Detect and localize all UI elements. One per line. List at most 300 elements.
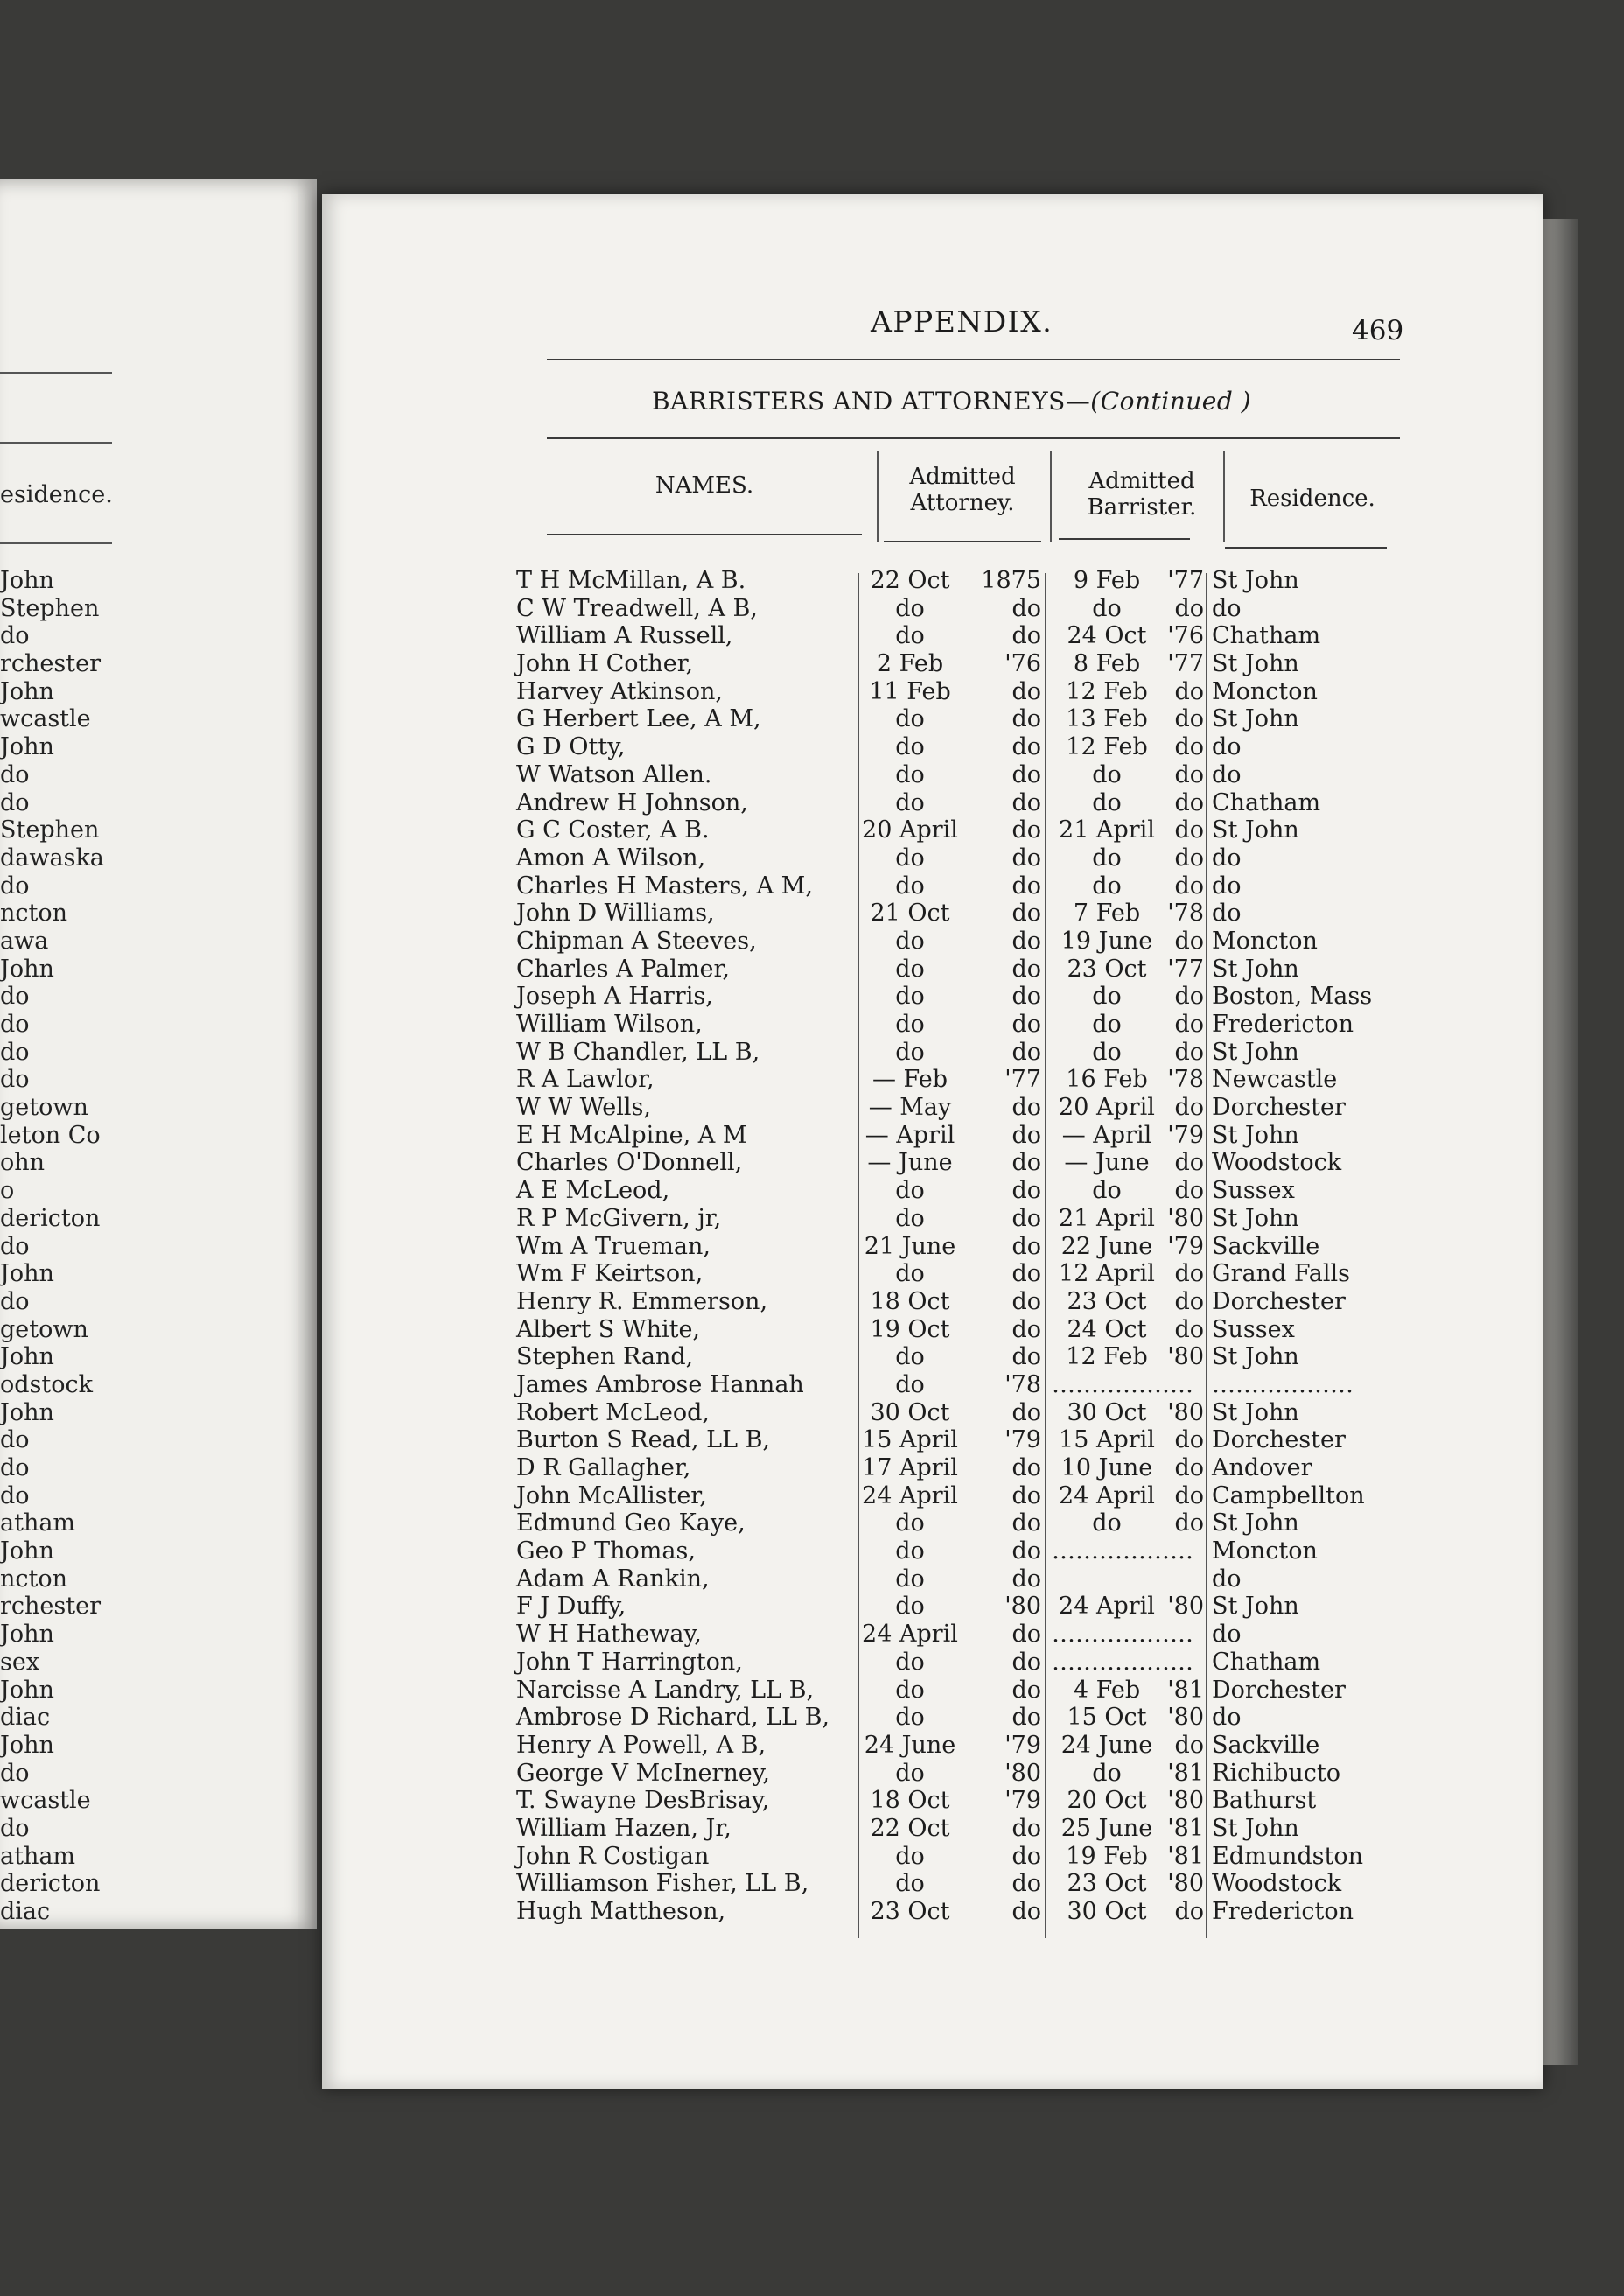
residence: Grand Falls	[1212, 1260, 1350, 1288]
left-page-fragment-line: diac	[0, 1898, 51, 1925]
left-page-fragment-line: do	[0, 788, 30, 816]
admitted-attorney-year: do	[1012, 760, 1041, 788]
entry-name: Williamson Fisher, LL B,	[516, 1870, 809, 1898]
table-row	[0, 1316, 1624, 1344]
admitted-attorney-year: do	[1012, 1177, 1041, 1205]
admitted-attorney-date: 15 April	[862, 1426, 958, 1454]
admitted-attorney-date: do	[895, 1704, 925, 1732]
admitted-attorney-date: do	[895, 733, 925, 761]
left-page-fragment-line: John	[0, 1676, 54, 1704]
residence: Woodstock	[1212, 1149, 1342, 1177]
admitted-barrister-year: '81	[1167, 1759, 1204, 1787]
admitted-attorney-year: do	[1012, 1648, 1041, 1676]
admitted-attorney-date: do	[895, 955, 925, 983]
entry-name: William Hazen, Jr,	[516, 1814, 732, 1842]
residence: Chatham	[1212, 1648, 1321, 1676]
residence: Edmundston	[1212, 1842, 1364, 1870]
table-row	[0, 1066, 1624, 1094]
table-row	[0, 1177, 1624, 1205]
residence: Moncton	[1212, 927, 1318, 955]
residence: St John	[1212, 1204, 1299, 1232]
admitted-attorney-date: 18 Oct	[870, 1787, 950, 1815]
table-row	[0, 844, 1624, 872]
admitted-barrister-date: do	[1092, 788, 1122, 816]
column-divider	[1223, 451, 1225, 542]
admitted-attorney-year: do	[1012, 677, 1041, 705]
column-header-names	[612, 472, 796, 499]
admitted-barrister-date: 23 Oct	[1067, 1287, 1147, 1315]
residence: Andover	[1212, 1454, 1312, 1481]
table-row	[0, 900, 1624, 928]
entry-name: James Ambrose Hannah	[516, 1370, 804, 1398]
admitted-barrister-year: '78	[1167, 900, 1204, 928]
admitted-attorney-date: do	[895, 872, 925, 900]
entry-name: F J Duffy,	[516, 1592, 626, 1620]
admitted-barrister-date: 12 Feb	[1066, 1343, 1148, 1371]
admitted-attorney-date: do	[895, 788, 925, 816]
table-row	[0, 1509, 1624, 1537]
admitted-attorney-date: do	[895, 1260, 925, 1288]
admitted-attorney-date: do	[895, 1509, 925, 1537]
admitted-barrister-year: '79	[1167, 1121, 1204, 1149]
admitted-barrister-year: '78	[1167, 1066, 1204, 1094]
residence: Boston, Mass	[1212, 983, 1373, 1011]
entry-name: Chipman A Steeves,	[516, 927, 757, 955]
admitted-attorney-year: '80	[1004, 1759, 1041, 1787]
left-page-fragment-line: John	[0, 733, 54, 761]
admitted-barrister-date: 15 Oct	[1067, 1704, 1147, 1732]
admitted-barrister-date: 7 Feb	[1073, 900, 1141, 928]
entry-name: G D Otty,	[516, 733, 626, 761]
table-row	[0, 678, 1624, 706]
left-page-fragment-line: ohn	[0, 1149, 46, 1177]
admitted-attorney-date: — June	[867, 1149, 953, 1177]
entry-name: D R Gallagher,	[516, 1454, 691, 1481]
barrister-header-line2: Barrister.	[1087, 494, 1197, 521]
table-row	[0, 1011, 1624, 1039]
admitted-attorney-year: do	[1012, 1814, 1041, 1842]
left-page-rule	[0, 442, 112, 444]
admitted-barrister-year: '81	[1167, 1676, 1204, 1704]
table-row	[0, 1704, 1624, 1732]
entry-name: Harvey Atkinson,	[516, 677, 723, 705]
admitted-barrister-date: 19 Feb	[1066, 1842, 1148, 1870]
residence: Bathurst	[1212, 1787, 1317, 1815]
residence: Sackville	[1212, 1232, 1320, 1260]
admitted-barrister-date: 24 April	[1059, 1481, 1155, 1509]
header-underline-barrister	[1059, 538, 1190, 540]
residence: St John	[1212, 1121, 1299, 1149]
admitted-barrister-date: ………………	[1052, 1370, 1194, 1398]
admitted-barrister-date: ………………	[1052, 1620, 1194, 1648]
admitted-attorney-date: do	[895, 1370, 925, 1398]
admitted-attorney-date: do	[895, 1564, 925, 1592]
admitted-barrister-date: do	[1092, 760, 1122, 788]
left-page-fragment-line: dawaska	[0, 844, 104, 872]
table-row	[0, 1898, 1624, 1926]
table-row	[0, 1094, 1624, 1122]
entry-name: T. Swayne DesBrisay,	[516, 1787, 770, 1815]
admitted-attorney-date: 21 Oct	[870, 900, 950, 928]
entry-name: Adam A Rankin,	[516, 1564, 710, 1592]
left-page-fragment-line: diac	[0, 1704, 51, 1732]
residence: Dorchester	[1212, 1287, 1346, 1315]
admitted-attorney-date: do	[895, 1204, 925, 1232]
admitted-attorney-year: do	[1012, 816, 1041, 844]
residence: Sackville	[1212, 1731, 1320, 1759]
admitted-attorney-year: do	[1012, 1011, 1041, 1038]
title-rule	[547, 438, 1400, 439]
residence: Dorchester	[1212, 1676, 1346, 1704]
left-page-fragment-line: wcastle	[0, 1787, 91, 1815]
left-page-fragment-line: John	[0, 1398, 54, 1426]
residence: Sussex	[1212, 1315, 1295, 1343]
admitted-barrister-date: 12 Feb	[1066, 677, 1148, 705]
entry-name: Narcisse A Landry, LL B,	[516, 1676, 815, 1704]
residence: Chatham	[1212, 788, 1321, 816]
section-title-text: BARRISTERS AND ATTORNEYS—	[652, 387, 1091, 416]
admitted-attorney-date: do	[895, 927, 925, 955]
admitted-attorney-year: do	[1012, 1898, 1041, 1925]
admitted-barrister-date: ………………	[1052, 1537, 1194, 1565]
admitted-attorney-date: do	[895, 1011, 925, 1038]
admitted-attorney-year: do	[1012, 1121, 1041, 1149]
admitted-attorney-year: do	[1012, 927, 1041, 955]
admitted-barrister-year: do	[1174, 1731, 1204, 1759]
admitted-attorney-date: 18 Oct	[870, 1287, 950, 1315]
admitted-attorney-year: do	[1012, 1704, 1041, 1732]
table-row	[0, 1454, 1624, 1482]
left-page-fragment-line: getown	[0, 1315, 88, 1343]
admitted-barrister-year: do	[1174, 1426, 1204, 1454]
left-page-fragment-line: wcastle	[0, 705, 91, 733]
left-page-fragment-line: ncton	[0, 900, 68, 928]
table-row	[0, 872, 1624, 900]
entry-name: G Herbert Lee, A M,	[516, 705, 761, 733]
admitted-barrister-year: do	[1174, 983, 1204, 1011]
admitted-attorney-date: do	[895, 1842, 925, 1870]
residence: Dorchester	[1212, 1094, 1346, 1122]
residence: do	[1212, 1704, 1242, 1732]
admitted-attorney-year: do	[1012, 1870, 1041, 1898]
left-page-fragment-line: rchester	[0, 650, 101, 678]
admitted-barrister-date: 25 June	[1060, 1814, 1153, 1842]
admitted-barrister-date: do	[1092, 1038, 1122, 1066]
admitted-barrister-year: do	[1174, 844, 1204, 872]
entry-name: Edmund Geo Kaye,	[516, 1509, 746, 1537]
residence: Sussex	[1212, 1177, 1295, 1205]
left-page-fragment-line: John	[0, 1620, 54, 1648]
entry-name: Burton S Read, LL B,	[516, 1426, 771, 1454]
entry-name: John McAllister,	[516, 1481, 707, 1509]
admitted-barrister-year: do	[1174, 733, 1204, 761]
column-divider	[877, 451, 878, 542]
column-header-barrister	[1059, 468, 1225, 521]
admitted-barrister-year: do	[1174, 594, 1204, 622]
admitted-barrister-date: 24 Oct	[1067, 622, 1147, 650]
table-row	[0, 733, 1624, 761]
admitted-attorney-year: '79	[1004, 1787, 1041, 1815]
entry-name: R P McGivern, jr,	[516, 1204, 722, 1232]
admitted-barrister-year: '77	[1167, 567, 1204, 594]
admitted-attorney-date: do	[895, 1759, 925, 1787]
entry-name: Henry R. Emmerson,	[516, 1287, 768, 1315]
table-row	[0, 816, 1624, 844]
left-page-fragment-line: awa	[0, 927, 49, 955]
left-page-fragment-line: do	[0, 1287, 30, 1315]
admitted-attorney-year: do	[1012, 1232, 1041, 1260]
admitted-attorney-date: do	[895, 594, 925, 622]
left-page-fragment-line: do	[0, 1232, 30, 1260]
admitted-attorney-date: do	[895, 983, 925, 1011]
table-row	[0, 956, 1624, 984]
admitted-attorney-year: 1875	[981, 567, 1041, 594]
left-page-rule	[0, 372, 112, 374]
admitted-attorney-year: do	[1012, 955, 1041, 983]
admitted-barrister-year: do	[1174, 1149, 1204, 1177]
admitted-attorney-year: do	[1012, 622, 1041, 650]
entry-name: Wm F Keirtson,	[516, 1260, 704, 1288]
entry-name: Charles O'Donnell,	[516, 1149, 743, 1177]
table-row	[0, 1648, 1624, 1676]
admitted-attorney-date: 30 Oct	[870, 1398, 950, 1426]
entry-name: Albert S White,	[516, 1315, 701, 1343]
left-page-fragment-line: rchester	[0, 1592, 101, 1620]
table-row	[0, 1620, 1624, 1648]
admitted-attorney-date: 20 April	[862, 816, 958, 844]
admitted-attorney-date: do	[895, 1648, 925, 1676]
left-page-fragment-line: do	[0, 1066, 30, 1094]
admitted-barrister-date: 16 Feb	[1066, 1066, 1148, 1094]
entry-name: John T Harrington,	[516, 1648, 743, 1676]
admitted-barrister-date: 23 Oct	[1067, 955, 1147, 983]
admitted-attorney-date: do	[895, 1676, 925, 1704]
admitted-attorney-year: do	[1012, 1038, 1041, 1066]
admitted-barrister-date: do	[1092, 844, 1122, 872]
residence: do	[1212, 1564, 1242, 1592]
admitted-barrister-year: '80	[1167, 1870, 1204, 1898]
admitted-attorney-date: — Feb	[872, 1066, 948, 1094]
admitted-barrister-year: '80	[1167, 1398, 1204, 1426]
admitted-barrister-date: 12 April	[1059, 1260, 1155, 1288]
residence: St John	[1212, 567, 1299, 594]
admitted-attorney-year: do	[1012, 1481, 1041, 1509]
admitted-attorney-date: do	[895, 1343, 925, 1371]
entry-name: Charles A Palmer,	[516, 955, 730, 983]
left-page-fragment-line: atham	[0, 1509, 76, 1537]
admitted-attorney-date: do	[895, 1038, 925, 1066]
entry-name: R A Lawlor,	[516, 1066, 654, 1094]
admitted-attorney-year: do	[1012, 1398, 1041, 1426]
left-page-fragment-line: John	[0, 1260, 54, 1288]
residence: Dorchester	[1212, 1426, 1346, 1454]
admitted-barrister-date: do	[1092, 983, 1122, 1011]
admitted-barrister-date: 8 Feb	[1073, 650, 1141, 678]
admitted-attorney-year: '76	[1004, 650, 1041, 678]
admitted-attorney-year: '80	[1004, 1592, 1041, 1620]
residence: St John	[1212, 816, 1299, 844]
admitted-attorney-date: 24 April	[862, 1481, 958, 1509]
entry-name: C W Treadwell, A B,	[516, 594, 758, 622]
left-page-fragment-line: do	[0, 622, 30, 650]
residence: St John	[1212, 1509, 1299, 1537]
admitted-barrister-year: do	[1174, 816, 1204, 844]
page-number: 469	[1352, 315, 1404, 346]
table-row	[0, 595, 1624, 623]
section-title-continued: (Continued )	[1090, 387, 1252, 416]
admitted-attorney-year: '79	[1004, 1426, 1041, 1454]
admitted-barrister-date: 20 Oct	[1067, 1787, 1147, 1815]
table-row	[0, 1676, 1624, 1704]
residence: do	[1212, 760, 1242, 788]
header-underline-residence	[1225, 547, 1387, 549]
entry-name: Wm A Trueman,	[516, 1232, 710, 1260]
admitted-barrister-date: 21 April	[1059, 816, 1155, 844]
entry-name: Robert McLeod,	[516, 1398, 710, 1426]
admitted-attorney-date: 11 Feb	[869, 677, 951, 705]
admitted-attorney-date: 22 Oct	[870, 1814, 950, 1842]
admitted-attorney-year: do	[1012, 733, 1041, 761]
admitted-barrister-year: do	[1174, 1481, 1204, 1509]
left-page-fragment-line: John	[0, 677, 54, 705]
admitted-attorney-year: do	[1012, 1842, 1041, 1870]
admitted-attorney-year: do	[1012, 1620, 1041, 1648]
admitted-barrister-year: do	[1174, 1287, 1204, 1315]
admitted-barrister-year: do	[1174, 705, 1204, 733]
left-page-fragment-line: John	[0, 1537, 54, 1565]
residence-header: Residence.	[1250, 486, 1376, 512]
left-page-fragment-line: do	[0, 1011, 30, 1038]
residence: St John	[1212, 650, 1299, 678]
left-page-fragment-line: leton Co	[0, 1121, 101, 1149]
left-page-fragment-line: do	[0, 1454, 30, 1481]
admitted-barrister-year: '80	[1167, 1204, 1204, 1232]
left-page-fragment-line: do	[0, 1481, 30, 1509]
residence: do	[1212, 900, 1242, 928]
residence: Moncton	[1212, 1537, 1318, 1565]
left-page-fragment-line: do	[0, 1038, 30, 1066]
entry-name: Charles H Masters, A M,	[516, 872, 813, 900]
entry-name: Stephen Rand,	[516, 1343, 694, 1371]
header-underline-names	[547, 534, 862, 536]
admitted-barrister-date: 9 Feb	[1073, 567, 1141, 594]
table-row	[0, 1482, 1624, 1510]
table-row	[0, 1815, 1624, 1843]
entry-name: W B Chandler, LL B,	[516, 1038, 760, 1066]
admitted-barrister-year: do	[1174, 677, 1204, 705]
admitted-attorney-date: do	[895, 705, 925, 733]
admitted-attorney-year: do	[1012, 1454, 1041, 1481]
admitted-attorney-year: do	[1012, 1676, 1041, 1704]
admitted-attorney-date: do	[895, 622, 925, 650]
admitted-barrister-year: '80	[1167, 1592, 1204, 1620]
table-row	[0, 1592, 1624, 1620]
residence: Moncton	[1212, 677, 1318, 705]
admitted-attorney-year: do	[1012, 900, 1041, 928]
admitted-attorney-date: do	[895, 1177, 925, 1205]
admitted-attorney-date: 23 Oct	[870, 1898, 950, 1925]
attorney-header-line2: Attorney.	[910, 490, 1015, 516]
left-page-fragment-line: dericton	[0, 1870, 101, 1898]
admitted-attorney-year: do	[1012, 1287, 1041, 1315]
admitted-barrister-year: do	[1174, 1177, 1204, 1205]
admitted-attorney-year: do	[1012, 844, 1041, 872]
entry-name: William A Russell,	[516, 622, 733, 650]
table-row	[0, 1233, 1624, 1261]
entry-name: Hugh Mattheson,	[516, 1898, 726, 1925]
admitted-barrister-date: 12 Feb	[1066, 733, 1148, 761]
entry-name: E H McAlpine, A M	[516, 1121, 747, 1149]
left-page-fragment-line: getown	[0, 1094, 88, 1122]
table-row	[0, 1787, 1624, 1815]
residence: do	[1212, 594, 1242, 622]
admitted-barrister-year: do	[1174, 927, 1204, 955]
admitted-attorney-date: do	[895, 1537, 925, 1565]
admitted-barrister-date: do	[1092, 1509, 1122, 1537]
residence: St John	[1212, 955, 1299, 983]
admitted-attorney-year: do	[1012, 1315, 1041, 1343]
column-header-attorney	[884, 464, 1041, 516]
admitted-barrister-year: do	[1174, 788, 1204, 816]
admitted-attorney-year: '78	[1004, 1370, 1041, 1398]
section-title	[652, 387, 1251, 416]
admitted-barrister-year: do	[1174, 1509, 1204, 1537]
admitted-barrister-year: '80	[1167, 1787, 1204, 1815]
admitted-attorney-year: do	[1012, 1149, 1041, 1177]
table-row	[0, 983, 1624, 1011]
admitted-barrister-year: do	[1174, 760, 1204, 788]
admitted-attorney-date: 17 April	[862, 1454, 958, 1481]
admitted-attorney-date: — April	[864, 1121, 956, 1149]
entry-name: T H McMillan, A B.	[516, 567, 746, 594]
column-header-residence	[1229, 486, 1396, 512]
entry-name: Henry A Powell, A B,	[516, 1731, 766, 1759]
admitted-attorney-year: do	[1012, 1537, 1041, 1565]
admitted-attorney-date: — May	[868, 1094, 952, 1122]
table-row	[0, 1039, 1624, 1067]
admitted-attorney-year: do	[1012, 788, 1041, 816]
entry-name: G C Coster, A B.	[516, 816, 710, 844]
left-page-fragment-line: John	[0, 1731, 54, 1759]
admitted-barrister-date: 24 Oct	[1067, 1315, 1147, 1343]
admitted-attorney-date: 21 June	[864, 1232, 956, 1260]
admitted-barrister-year: '80	[1167, 1343, 1204, 1371]
admitted-attorney-date: do	[895, 1592, 925, 1620]
residence: do	[1212, 733, 1242, 761]
table-row	[0, 1426, 1624, 1454]
admitted-barrister-date: 21 April	[1059, 1204, 1155, 1232]
left-page-fragment-line: ncton	[0, 1564, 68, 1592]
admitted-barrister-year: '76	[1167, 622, 1204, 650]
admitted-barrister-date: 22 June	[1060, 1232, 1153, 1260]
admitted-attorney-date: do	[895, 760, 925, 788]
admitted-barrister-date: ………………	[1052, 1648, 1194, 1676]
admitted-barrister-year: do	[1174, 1898, 1204, 1925]
top-rule	[547, 359, 1400, 360]
table-row	[0, 622, 1624, 650]
entry-name: John H Cother,	[516, 650, 694, 678]
admitted-attorney-year: do	[1012, 983, 1041, 1011]
table-row	[0, 705, 1624, 733]
admitted-attorney-date: do	[895, 844, 925, 872]
admitted-barrister-year: '77	[1167, 650, 1204, 678]
left-page-fragment-line: John	[0, 1343, 54, 1371]
admitted-attorney-year: do	[1012, 1094, 1041, 1122]
table-row	[0, 1732, 1624, 1760]
admitted-attorney-year: do	[1012, 872, 1041, 900]
left-page-fragment-line: sex	[0, 1648, 40, 1676]
admitted-barrister-year: '81	[1167, 1814, 1204, 1842]
